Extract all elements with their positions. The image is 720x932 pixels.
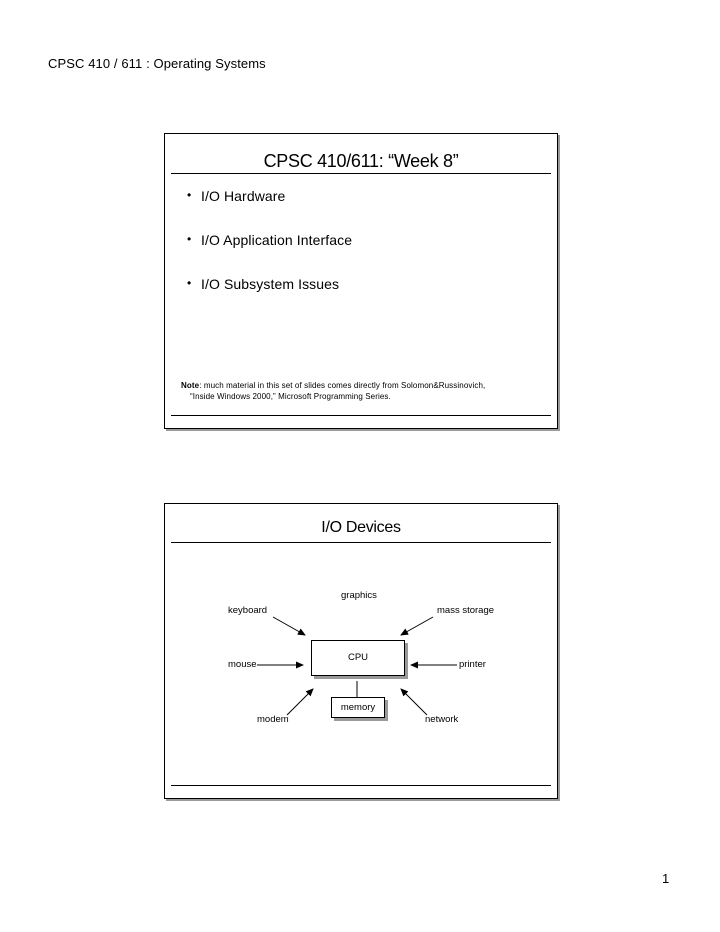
mass-storage-label: mass storage <box>437 605 495 616</box>
bullet-text: I/O Subsystem Issues <box>201 276 340 292</box>
bullet-text: I/O Application Interface <box>201 232 353 248</box>
network-arrow <box>401 689 427 715</box>
slide-title: I/O Devices <box>321 519 401 536</box>
page-number: 1 <box>662 871 670 886</box>
slide-title: CPSC 410/611: “Week 8” <box>263 151 459 171</box>
modem-arrow <box>287 689 313 715</box>
source-note <box>181 380 549 402</box>
bullet-icon: • <box>187 276 192 290</box>
note-text: : much material in this set of slides comes directly from Solomon&Russinovich, <box>199 381 486 390</box>
page-header: CPSC 410 / 611 : Operating Systems <box>48 56 266 71</box>
title-divider <box>171 173 551 174</box>
bullet-item <box>187 276 352 298</box>
note-text-line2: “Inside Windows 2000,” Microsoft Programming Series. <box>190 392 391 401</box>
keyboard-arrow <box>273 617 305 635</box>
bullet-icon: • <box>187 232 192 246</box>
printer-label: printer <box>459 659 486 670</box>
keyboard-label: keyboard <box>228 605 268 616</box>
graphics-label: graphics <box>341 590 377 601</box>
bullet-icon: • <box>187 188 192 202</box>
modem-label: modem <box>257 714 289 725</box>
network-label: network <box>425 714 459 725</box>
mass-storage-arrow <box>401 617 433 635</box>
bullet-text: I/O Hardware <box>201 188 286 204</box>
memory-box: memory <box>331 697 385 718</box>
bullet-item <box>187 232 352 254</box>
footer-divider <box>171 785 551 786</box>
bullet-item <box>187 188 352 210</box>
slide-io-devices <box>164 503 558 799</box>
bullet-list <box>187 188 352 320</box>
cpu-box: CPU <box>311 640 405 676</box>
slide-week-8 <box>164 133 558 429</box>
footer-divider <box>171 415 551 416</box>
note-label: Note <box>181 381 200 390</box>
mouse-label: mouse <box>228 659 257 670</box>
